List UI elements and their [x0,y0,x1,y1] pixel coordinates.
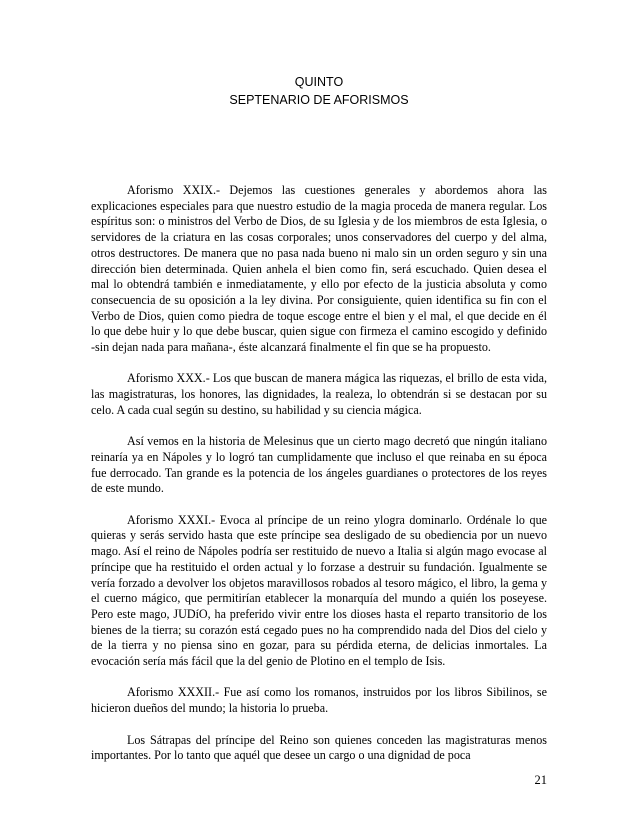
paragraph-aforismo-xxix: Aforismo XXIX.- Dejemos las cuestiones generales y abordemos ahora las explicaciones especiales para que nuestro estudio de la magia proceda de manera regular. Los espíritus son: o ministros del Verbo de Dios, de su Iglesia y de los miembros de esta Iglesia, o servidores de la criatura en las cosas corporales; unos conservadores del cuerpo y del alma, otros destructores. De manera que no pasa nada bueno ni malo sin un orden seguro y sin una dirección bien determinada. Quien anhela el bien como fin, será escuchado. Quien desea el mal lo obtendrá también e inmediatamente, y ello por efecto de la justicia absoluta y como consecuencia de su oposición a la ley divina. Por consiguiente, quien identifica su fin con el Verbo de Dios, quien como piedra de toque escoge entre el bien y el mal, el que decide en él lo que debe huir y lo que debe buscar, quien sigue con firmeza el camino escogido y definido -sin dejan nada para mañana-, éste alcanzará finalmente el fin que se ha propuesto. [91,183,547,355]
paragraph-aforismo-xxx: Aforismo XXX.- Los que buscan de manera mágica las riquezas, el brillo de esta vida, las magistraturas, los honores, las dignidades, la realeza, lo obtendrán si se destacan por su celo. A cada cual según su destino, su habilidad y su ciencia mágica. [91,371,547,417]
body-text [91,183,547,780]
paragraph-aforismo-xxxi: Aforismo XXXI.- Evoca al príncipe de un reino ylogra dominarlo. Ordénale lo que quieras y serás servido hasta que este príncipe sea desligado de su obediencia por un nuevo mago. Así el reino de Nápoles podría ser restituido de nuevo a Italia si algún mago evocase al príncipe que ha restituido el orden actual y lo forzase a destruir su fundación. Igualmente se vería forzado a devolver los objetos maravillosos robados al tesoro mágico, el libro, la gema y el cuerno mágico, que permitirían etablecer la monarquía del mundo a quién los poseyese. Pero este mago, JUDíO, ha preferido vivir entre los dioses hasta el reparto transitorio de los bienes de la tierra; su corazón está cegado pues no ha comprendido nada del Dios del cielo y de la tierra y no piensa sino en gozar, para su pérdida eterna, de delicias inmortales. La evocación sería más fácil que la del genio de Plotino en el templo de Isis. [91,512,547,669]
chapter-heading-line2: SEPTENARIO DE AFORISMOS [229,93,409,107]
chapter-heading-line1: QUINTO [294,75,344,89]
paragraph-melesinus: Así vemos en la historia de Melesinus que un cierto mago decretó que ningún italiano reinaría ya en Nápoles y lo logró tan cumplidamente que incluso el que reinaba en su época fue derrocado. Tan grande es la potencia de los ángeles guardianes o protectores de los reyes de este mundo. [91,434,547,496]
page-number: 21 [534,773,547,787]
paragraph-satrapas: Los Sátrapas del príncipe del Reino son quienes conceden las magistraturas menos importantes. Por lo tanto que aquél que desee un cargo o una dignidad de poca [91,732,547,763]
paragraph-aforismo-xxxii: Aforismo XXXII.- Fue así como los romanos, instruidos por los libros Sibilinos, se hicieron dueños del mundo; la historia lo prueba. [91,685,547,716]
